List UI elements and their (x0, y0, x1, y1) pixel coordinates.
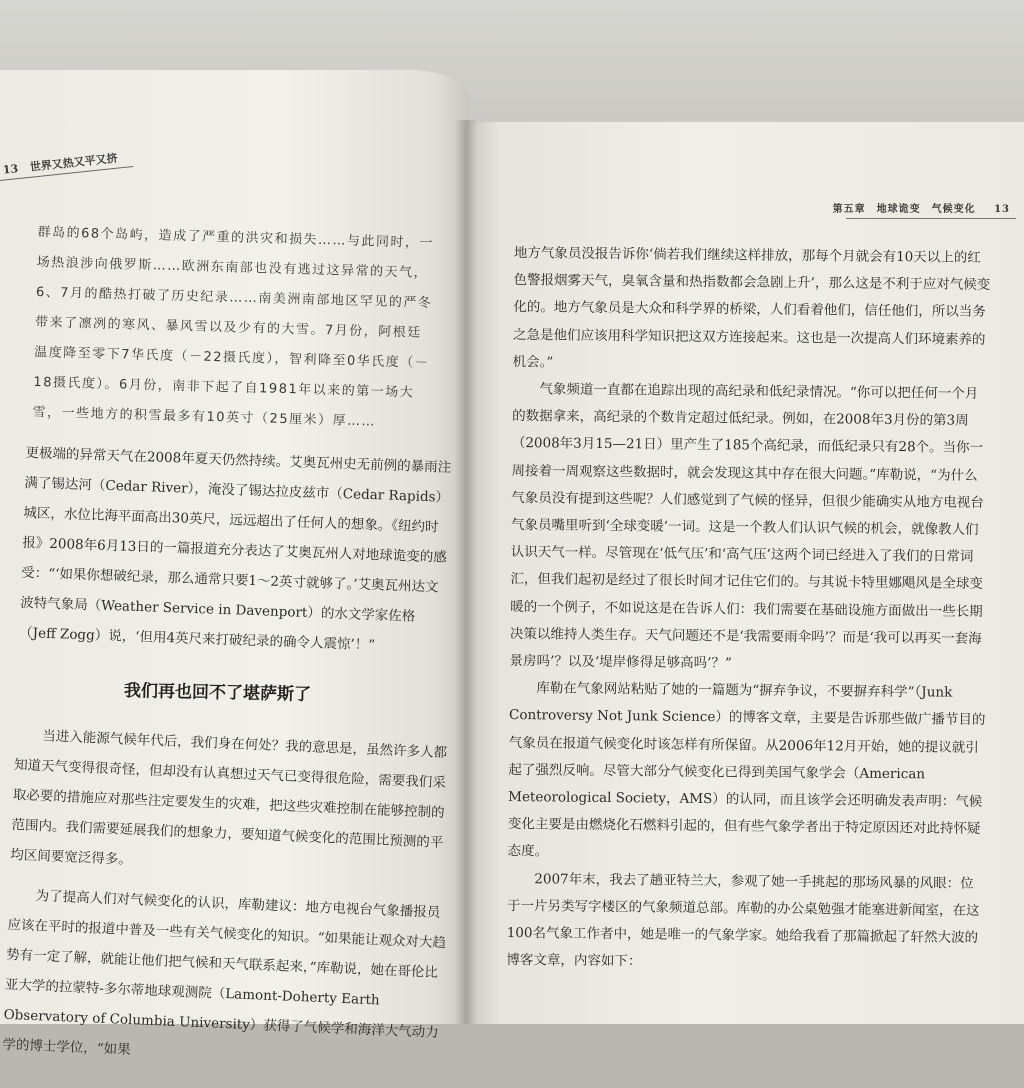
right-page (466, 122, 1024, 1024)
section-heading: 我们再也回不了堪萨斯了 (123, 681, 312, 705)
book-gutter-shadow (455, 120, 477, 1024)
quote-block: 群岛的68个岛屿，造成了严重的洪灾和损失……与此同时，一场热浪涉向俄罗斯……欧洲东南部也没有逃过这异常的天气，6、7月的酷热打破了历史纪录……南美洲南部地区罕见的严冬带来了凛冽的寒风、暴风雪以及少有的大雪。7月份，阿根廷温度降至零下7华氏度（－22摄氏度），智利降至0华氏度（－18摄氏度）。6月份，南非下起了自1981年以来的第一场大雪，一些地方的积雪最多有10英寸（25厘米）厚…… (32, 224, 435, 430)
right-paragraph-3: 库勒在气象网站粘贴了她的一篇题为“摒弃争议，不要摒弃科学”（Junk Controversy Not Junk Science）的博客文章，主要是告诉那些做广播节目的气象员在报道气候变化时该怎样有所保留。从2006年12月开始，她的提议就引起了强烈反响。尽管大部分气候变化已得到美国气象学会（American Meteorological Society，AMS）的认同，而且该学会还明确发表声明：气候变化主要是由燃烧化石燃料引起的，但有些气象学者出于特定原因还对此持怀疑态度。 (507, 680, 986, 860)
left-page (0, 70, 470, 1059)
left-running-head-title: 世界又热又平又挤 (29, 151, 119, 174)
left-paragraph-2: 当进入能源气候年代后，我们身在何处？我的意思是，虽然许多人都知道天气变得很奇怪，但却没有认真想过天气已变得很危险，需要我们采取必要的措施应对那些注定要发生的灾难，把这些灾难控制在能够控制的范围内。我们需要延展我们的想象力，要知道气候变化的范围比预测的平均区间要宽泛得多。 (10, 728, 448, 868)
left-running-head (0, 148, 133, 181)
right-running-head-chapter: 第五章 地球诡变 气候变化 (832, 204, 976, 215)
right-paragraph-1: 地方气象员没报告诉你‘倘若我们继续这样排放，那每个月就会有10天以上的红色警报烟雾天气，臭氧含量和热指数都会急剧上升’，那么这是不利于应对气候变化的。地方气象员是大众和科学界的桥梁，人们看着他们，信任他们，所以当务之急是他们应该用科学知识把这双方连接起来。这也是一次提高人们环境素养的机会。” (512, 244, 991, 371)
left-paragraph-1: 更极端的异常天气在2008年夏天仍然持续。艾奥瓦州史无前例的暴雨注满了锡达河（Cedar River），淹没了锡达拉皮兹市（Cedar Rapids）城区，水位比海平面高出30英尺，远远超出了任何人的想象。《纽约时报》2008年6月13日的一篇报道充分表达了艾奥瓦州人对地球诡变的感受：“‘如果你想破纪录，那么通常只要1～2英寸就够了。’艾奥瓦州达文波特气象局（Weather Service in Davenport）的水文学家佐格（Jeff Zogg）说，‘但用4英尺来打破纪录的确令人震惊’！” (18, 444, 452, 654)
right-paragraph-2: 气象频道一直都在追踪出现的高纪录和低纪录情况。“你可以把任何一个月的数据拿来，高纪录的个数肯定超过低纪录。例如，在2008年3月份的第3周（2008年3月15—21日）里产生了185个高纪录，而低纪录只有28个。当你一周接着一周观察这些数据时，就会发现这其中存在很大问题。”库勒说，“为什么气象员没有提到这些呢？人们感觉到了气候的怪异，但很少能确实从地方电视台气象员嘴里听到‘全球变暖’一词。这是一个教人们认识气候的机会，就像教人们认识天气一样。尽管现在‘低气压’和‘高气压’这两个词已经进入了我们的日常词汇，但我们起初是经过了很长时间才记住它们的。与其说卡特里娜飓风是全球变暖的一个例子，不如说这是在告诉人们：我们需要在基础设施方面做出一些长期决策以维持人类生存。天气问题还不是‘我需要雨伞吗’？而是‘我可以再买一套海景房吗’？以及‘堤岸修得足够高吗’？” (509, 381, 984, 672)
right-header-rule (846, 218, 1016, 219)
right-page-number: 13 (994, 204, 1010, 215)
right-paragraph-4: 2007年末，我去了趟亚特兰大，参观了她一手挑起的那场风暴的风眼：位于一片另类写字楼区的气象频道总部。库勒的办公桌勉强才能塞进新闻室，在这100名气象工作者中，她是唯一的气象学家。她给我看了那篇掀起了轩然大波的博客文章，内容如下： (506, 870, 980, 970)
left-body-section-2 (1, 720, 455, 1088)
left-body-section-1 (19, 438, 452, 663)
right-running-head (833, 200, 1010, 215)
left-page-number: 13 (2, 162, 19, 177)
right-body (506, 240, 992, 979)
left-paragraph-3: 为了提高人们对气候变化的认识，库勒建议：地方电视台气象播报员应该在平时的报道中普及一些有关气候变化的知识。“如果能让观众对大趋势有一定了解，就能让他们把气候和天气联系起来，”库勒说，她在哥伦比亚大学的拉蒙特-多尔蒂地球观测院（Lamont-Doherty Earth Observatory of Columbia University）获得了气候学和海洋大气动力学的博士学位，“如果 (2, 887, 447, 1059)
